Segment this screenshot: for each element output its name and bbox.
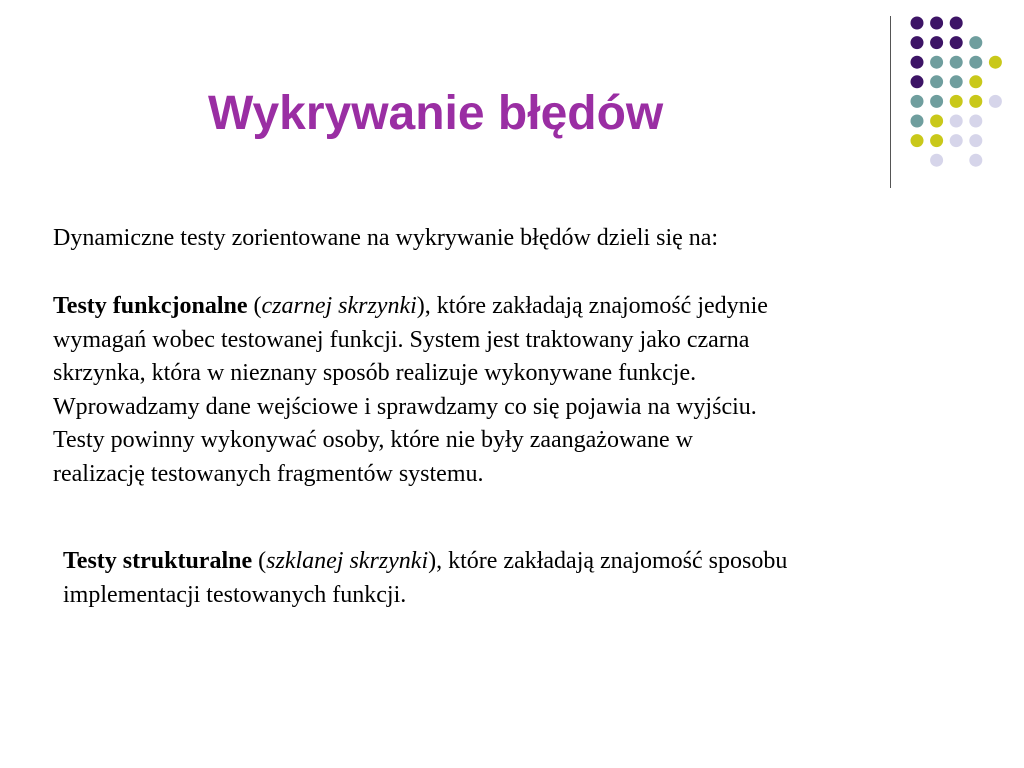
structural-line-1 <box>63 545 963 579</box>
functional-line-2: wymagań wobec testowanej funkcji. System jest traktowany jako czarna <box>53 326 750 353</box>
decorative-dot <box>950 75 963 88</box>
structural-term: Testy strukturalne <box>63 548 253 574</box>
decorative-dot <box>930 17 943 30</box>
decorative-dot <box>989 56 1002 69</box>
decorative-dot <box>930 115 943 128</box>
decorative-dot <box>950 95 963 108</box>
decorative-dot <box>969 95 982 108</box>
intro-text: Dynamiczne testy zorientowane na wykrywanie błędów dzieli się na: <box>53 225 719 251</box>
decorative-dot <box>911 134 924 147</box>
functional-line-4: Wprowadzamy dane wejściowe i sprawdzamy co się pojawia na wyjściu. <box>53 393 757 420</box>
decorative-dot <box>930 56 943 69</box>
decorative-dot <box>930 95 943 108</box>
decorative-dot <box>969 56 982 69</box>
decorative-dot <box>930 36 943 49</box>
functional-line-1 <box>53 290 933 324</box>
structural-open-paren: ( <box>252 548 267 574</box>
decorative-dot <box>911 17 924 30</box>
functional-alias: czarnej skrzynki <box>261 293 417 319</box>
decorative-dot <box>969 134 982 147</box>
decorative-dot <box>950 17 963 30</box>
functional-line-3: skrzynka, która w nieznany sposób realizuje wykonywane funkcje. <box>53 360 697 386</box>
functional-tests-paragraph <box>53 290 933 491</box>
decorative-dot <box>950 134 963 147</box>
decorative-dot <box>969 115 982 128</box>
structural-line-2: implementacji testowanych funkcji. <box>63 581 407 608</box>
decorative-dot <box>930 134 943 147</box>
functional-line-1-rest: ), które zakładają znajomość jedynie <box>416 293 768 319</box>
functional-term: Testy funkcjonalne <box>53 293 248 319</box>
decorative-dot <box>950 56 963 69</box>
decorative-dot <box>911 115 924 128</box>
structural-tests-paragraph <box>63 545 963 612</box>
decorative-dot <box>950 36 963 49</box>
decorative-dot <box>930 154 943 167</box>
functional-open-paren: ( <box>247 293 262 319</box>
decorative-dot <box>969 36 982 49</box>
decorative-dot <box>930 75 943 88</box>
structural-alias: szklanej skrzynki <box>266 548 429 574</box>
decorative-dot <box>911 75 924 88</box>
decorative-dot <box>969 154 982 167</box>
decorative-dot <box>911 95 924 108</box>
decorative-dot <box>969 75 982 88</box>
decorative-dot <box>950 115 963 128</box>
slide-title: Wykrywanie błędów <box>208 87 664 140</box>
functional-line-5: Testy powinny wykonywać osoby, które nie były zaangażowane w <box>53 427 693 453</box>
decorative-dot <box>989 95 1002 108</box>
decorative-dot <box>911 56 924 69</box>
structural-line-1-rest: ), które zakładają znajomość sposobu <box>428 548 788 574</box>
divider-line <box>890 16 891 188</box>
decorative-dot <box>911 36 924 49</box>
functional-line-6: realizację testowanych fragmentów systemu. <box>53 460 484 487</box>
